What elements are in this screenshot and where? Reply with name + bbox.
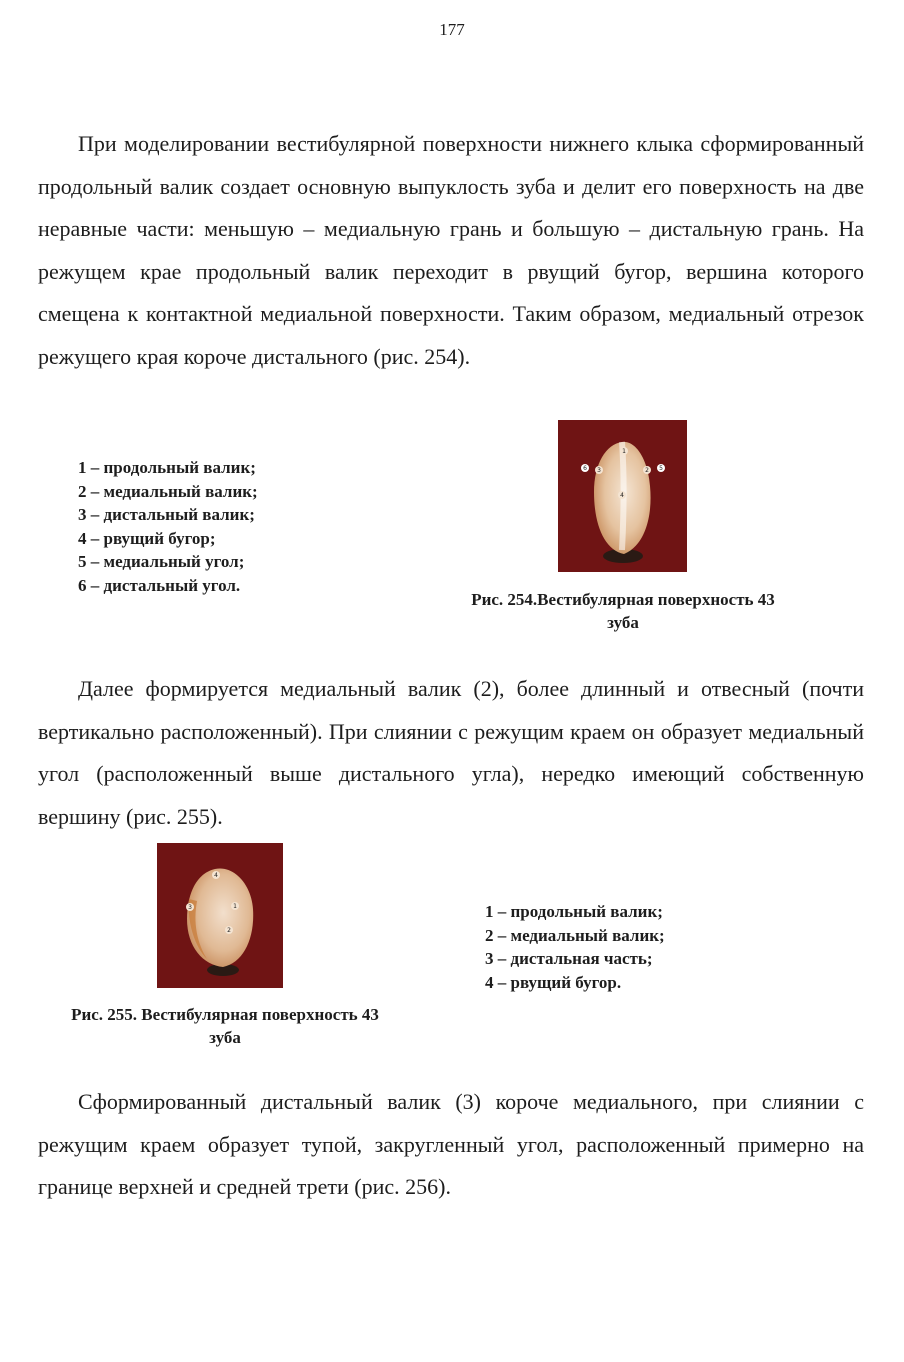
- paragraph-1: [38, 123, 864, 379]
- paragraph-2-text: Далее формируется медиальный валик (2), более длинный и отвесный (почти вертикально расположенный). При слиянии с режущим краем он образует медиальный угол (расположенный выше дистального угла), нередко имеющий собственную вершину (рис. 255).: [38, 676, 864, 829]
- tooth-illustration: [558, 420, 687, 572]
- paragraph-3-text: Сформированный дистальный валик (3) короче медиального, при слиянии с режущим краем образует тупой, закругленный угол, расположенный примерно на границе верхней и средней трети (рис. 256).: [38, 1089, 864, 1200]
- legend-item: 4 – рвущий бугор.: [485, 972, 622, 992]
- figure-255-legend: [485, 900, 665, 994]
- figure-255-caption: [30, 1003, 420, 1049]
- legend-item: 3 – дистальная часть;: [485, 949, 653, 968]
- legend-item: 2 – медиальный валик;: [485, 925, 665, 945]
- figure-254-legend: [78, 456, 258, 597]
- caption-line: Рис. 255. Вестибулярная поверхность 43: [71, 1005, 379, 1024]
- paragraph-2: [38, 668, 864, 838]
- legend-item: 6 – дистальный угол.: [78, 575, 241, 595]
- legend-item: 3 – дистальный валик;: [78, 505, 255, 524]
- legend-item: 1 – продольный валик;: [485, 902, 663, 921]
- page-number: 177: [439, 20, 465, 39]
- legend-item: 1 – продольный валик;: [78, 458, 256, 477]
- legend-item: 4 – рвущий бугор;: [78, 528, 216, 548]
- legend-item: 2 – медиальный валик;: [78, 481, 258, 501]
- marker-label: 3: [597, 467, 601, 474]
- paragraph-1-text: При моделировании вестибулярной поверхности нижнего клыка сформированный продольный валик создает основную выпуклость зуба и делит его поверхность на две неравные части: меньшую – медиальную грань и большую – дистальную грань. На режущем крае продольный валик переходит в рвущий бугор, вершина которого смещена к контактной медиальной поверхности. Таким образом, медиальный отрезок режущего края короче дистального (рис. 254).: [38, 131, 864, 369]
- legend-item: 5 – медиальный угол;: [78, 552, 245, 571]
- figure-254-caption: [428, 588, 818, 634]
- marker-label: 4: [620, 492, 624, 499]
- marker-label: 2: [227, 927, 231, 934]
- marker-label: 1: [233, 903, 237, 910]
- marker-label: 6: [583, 465, 587, 472]
- caption-line: зуба: [209, 1028, 241, 1047]
- tooth-illustration: [157, 843, 283, 988]
- marker-label: 2: [645, 467, 649, 474]
- figure-255-photo: [157, 843, 283, 988]
- caption-line: зуба: [607, 613, 639, 632]
- marker-label: 5: [659, 465, 663, 472]
- caption-line: Рис. 254.Вестибулярная поверхность 43: [471, 590, 775, 609]
- marker-label: 4: [214, 872, 218, 879]
- marker-label: 1: [622, 448, 626, 455]
- figure-254-photo: [558, 420, 687, 572]
- marker-label: 3: [188, 904, 192, 911]
- paragraph-3: [38, 1081, 864, 1209]
